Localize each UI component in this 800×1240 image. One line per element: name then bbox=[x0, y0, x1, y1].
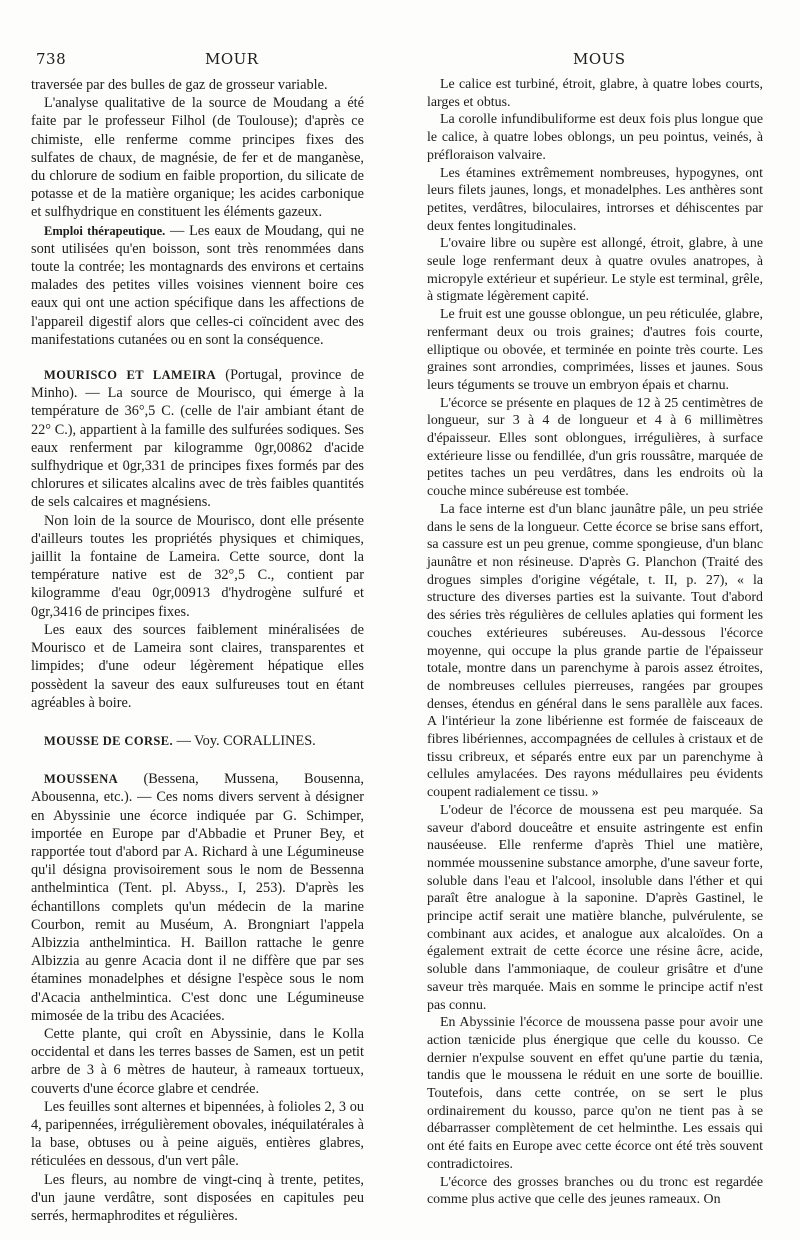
left-paragraph: Les fleurs, au nombre de vingt-cinq à trente, petites, d'un jaune verdâtre, sont disposées en capitules peu serrés, hermaphrodites et régulières. bbox=[31, 1171, 364, 1224]
right-paragraph: La corolle infundibuliforme est deux fois plus longue que le calice, à quatre lobes oblongs, un peu pointus, veinés, à préfloraison valvaire. bbox=[427, 112, 763, 163]
left-paragraph bbox=[31, 222, 364, 349]
left-paragraph: Non loin de la source de Mourisco, dont elle présente d'ailleurs toutes les propriétés physiques et chimiques, jaillit la fontaine de Lameira. Cette source, dont la température native est de 32°,5 C., contient par kilogramme d'eau 0gr,00913 d'hydrogène sulfuré et 0gr,3416 de principes fixes. bbox=[31, 512, 364, 620]
entry-headword: MOURISCO ET LAMEIRA bbox=[44, 368, 217, 383]
right-paragraph: La face interne est d'un blanc jaunâtre pâle, un peu striée dans le sens de la longueur. Cette écorce se brise sans effort, sa cassure est un peu grenue, comme spongieuse, d'un blanc jaunâtre et non résineuse. D'après G. Planchon (Traité des drogues simples d'origine végétale, t. II, p. 27), « la structure des diverses parties est la suivante. Tout d'abord des séries très régulières de cellules aplaties qui forment les couches extérieures subéreuses. Au-dessous l'écorce moyenne, qui occupe la plus grande partie de l'épaisseur totale, montre dans un parenchyme à parois assez étroites, de nombreuses cellules pierreuses, rangées par groupes denses, étendus en général dans le sens parallèle aux faces. A l'intérieur la zone libérienne est formée de faisceaux de fibres libériennes, accompagnées de cellules à cristaux et de tissu cribreux, et séparés entre eux par un parenchyme à cellules amylacées. Des rayons médullaires peu évidents coupent radialement ce tissu. » bbox=[427, 501, 763, 801]
right-paragraph: L'écorce se présente en plaques de 12 à 25 centimètres de longueur, sur 3 à 4 de longueur et 4 à 6 millimètres d'épaisseur. Elles sont oblongues, irrégulières, à surface extérieure lisse ou fendillée, d'un gris roussâtre, marquée de petites taches un peu verdâtres, dans les endroits où la couche mince subéreuse est tombée. bbox=[427, 395, 763, 500]
right-column bbox=[427, 76, 763, 1209]
right-paragraph: Le calice est turbiné, étroit, glabre, à quatre lobes courts, larges et obtus. bbox=[427, 77, 763, 110]
left-paragraph: traversée par des bulles de gaz de grosseur variable. bbox=[31, 77, 328, 93]
left-paragraph bbox=[31, 366, 364, 512]
entry-body-text: — Les eaux de Moudang, qui ne sont utilisées qu'en boisson, sont très renommées dans toute la contrée; les montagnards des environs et certains malades des petites villes voisines viennent boire ces eaux qui ont une action spécifique dans les affections de l'appareil digestif alors que celles-ci coïncident avec des manifestations cutanées ou en sont la conséquence. bbox=[31, 222, 364, 348]
right-paragraph: Les étamines extrêmement nombreuses, hypogynes, ont leurs filets jaunes, longs, et monadelphes. Les anthères sont petites, verdâtres, biloculaires, introrses et déhiscentes par deux fentes longitudinales. bbox=[427, 165, 763, 234]
section-runin-heading: Emploi thérapeutique. bbox=[44, 223, 166, 238]
right-paragraph: En Abyssinie l'écorce de moussena passe pour avoir une action tænicide plus énergique que celle du kousso. Ce dernier n'expulse souvent en effet qu'une partie du tænia, tandis que le moussena le réduit en une sorte de bouillie. Toutefois, dans cette contrée, on se sert le plus ordinairement du kousso, parce qu'on ne tient pas à se débarrasser complètement de cet helminthe. Les essais qui ont été faits en Europe avec cette écorce ont été très souvent contradictoires. bbox=[427, 1015, 763, 1172]
left-paragraph: Cette plante, qui croît en Abyssinie, dans le Kolla occidental et dans les terres basses de Samen, est un petit arbre de 3 à 6 mètres de hauteur, à rameaux tortueux, couverts d'une écorce glabre et cendrée. bbox=[31, 1025, 364, 1097]
right-paragraph: Le fruit est une gousse oblongue, un peu réticulée, glabre, renfermant deux ou trois graines; d'autres fois courte, elliptique ou obovée, et terminée en pointe très courte. Les graines sont arrondies, comprimées, lisses et jaunes. Sous leurs téguments se trouve un embryon épais et charnu. bbox=[427, 307, 763, 393]
left-column bbox=[31, 76, 364, 1225]
right-paragraph: L'ovaire libre ou supère est allongé, étroit, glabre, à une seule loge renfermant deux à quatre ovules anatropes, à micropyle extérieur et supérieur. Le style est terminal, grêle, à stigmate légèrement capité. bbox=[427, 236, 763, 305]
left-paragraph: Les feuilles sont alternes et bipennées, à folioles 2, 3 ou 4, paripennées, irrégulièrement obovales, inéquilatérales à la base, obtuses ou à peine aiguës, entières glabres, réticulées en dessous, d'un vert pâle. bbox=[31, 1098, 364, 1170]
right-paragraph: L'écorce des grosses branches ou du tronc est regardée comme plus active que celle des jeunes rameaux. On bbox=[427, 1174, 763, 1208]
left-paragraph bbox=[31, 732, 364, 750]
left-paragraph bbox=[31, 770, 364, 1025]
entry-body-text: — Voy. CORALLINES. bbox=[173, 732, 316, 749]
left-paragraph: Les eaux des sources faiblement minéralisées de Mourisco et de Lameira sont claires, transparentes et limpides; d'une odeur légèrement hépatique elles possèdent la saveur des eaux sulfureuses tout en étant agréables à boire. bbox=[31, 621, 364, 711]
entry-body-text: (Portugal, province de Minho). — La source de Mourisco, qui émerge à la température de 36°,5 C. (celle de l'air ambiant étant de 22° C.), appartient à la famille des sulfurées sodiques. Ses eaux renferment par kilogramme 0gr,00862 d'acide sulfhydrique et 0gr,331 de principes fixes formés par des chlorures et silicates alcalins avec de très faibles quantités de sels calcaires et magnésiens. bbox=[31, 367, 364, 511]
entry-headword: MOUSSENA bbox=[44, 772, 119, 787]
entry-headword: MOUSSE DE CORSE. bbox=[44, 733, 173, 748]
entry-body-text: (Bessena, Mussena, Bousenna, Abousenna, etc.). — Ces noms divers servent à désigner en Abyssinie une écorce indiquée par G. Schimper, importée en Europe par d'Abbadie et Pruner Bey, et rapportée tout d'abord par A. Richard à une Légumineuse qu'il désigna provisoirement sous le nom de Bessenna anthelmintica (Tent. pl. Abyss., I, 253). D'après les échantillons complets qu'un médecin de la marine Courbon, remit au Muséum, A. Brongniart l'appela Albizzia anthelmintica. H. Baillon rattache le genre Albizzia au genre Acacia dont il ne diffère que par ses étamines monadelphes et désigne l'espèce sous le nom d'Acacia anthelmintica. C'est donc une Légumineuse mimosée de la tribu des Acaciées. bbox=[31, 771, 364, 1024]
running-head-left: MOUR bbox=[205, 50, 259, 68]
right-paragraph: L'odeur de l'écorce de moussena est peu marquée. Sa saveur d'abord douceâtre et ensuite astringente est enfin nauséeuse. Elle renferme d'après Thiel une matière, nommée moussenine substance amorphe, d'une saveur forte, soluble dans l'eau et l'alcool, insoluble dans l'éther et qui paraît être analogue à la saponine. D'après Gastinel, le principe actif serait une matière blanche, pulvérulente, se combinant aux acides, et analogue aux alcaloïdes. On a également extrait de cette écorce une résine âcre, acide, soluble dans l'ammoniaque, de couleur grisâtre et d'une saveur très marquée. Mais en somme le principe actif n'est pas connu. bbox=[427, 802, 763, 1013]
left-paragraph: L'analyse qualitative de la source de Moudang a été faite par le professeur Filhol (de Toulouse); d'après ce chimiste, elle renferme comme principes fixes des sulfates de chaux, de magnésie, de fer et de manganèse, du chlorure de sodium en faible proportion, du silicate de potasse et de la matière organique; les acides carbonique et sulfhydrique en constituent les éléments gazeux. bbox=[31, 95, 364, 221]
running-head-right: MOUS bbox=[573, 50, 626, 68]
page-number: 738 bbox=[36, 50, 67, 68]
